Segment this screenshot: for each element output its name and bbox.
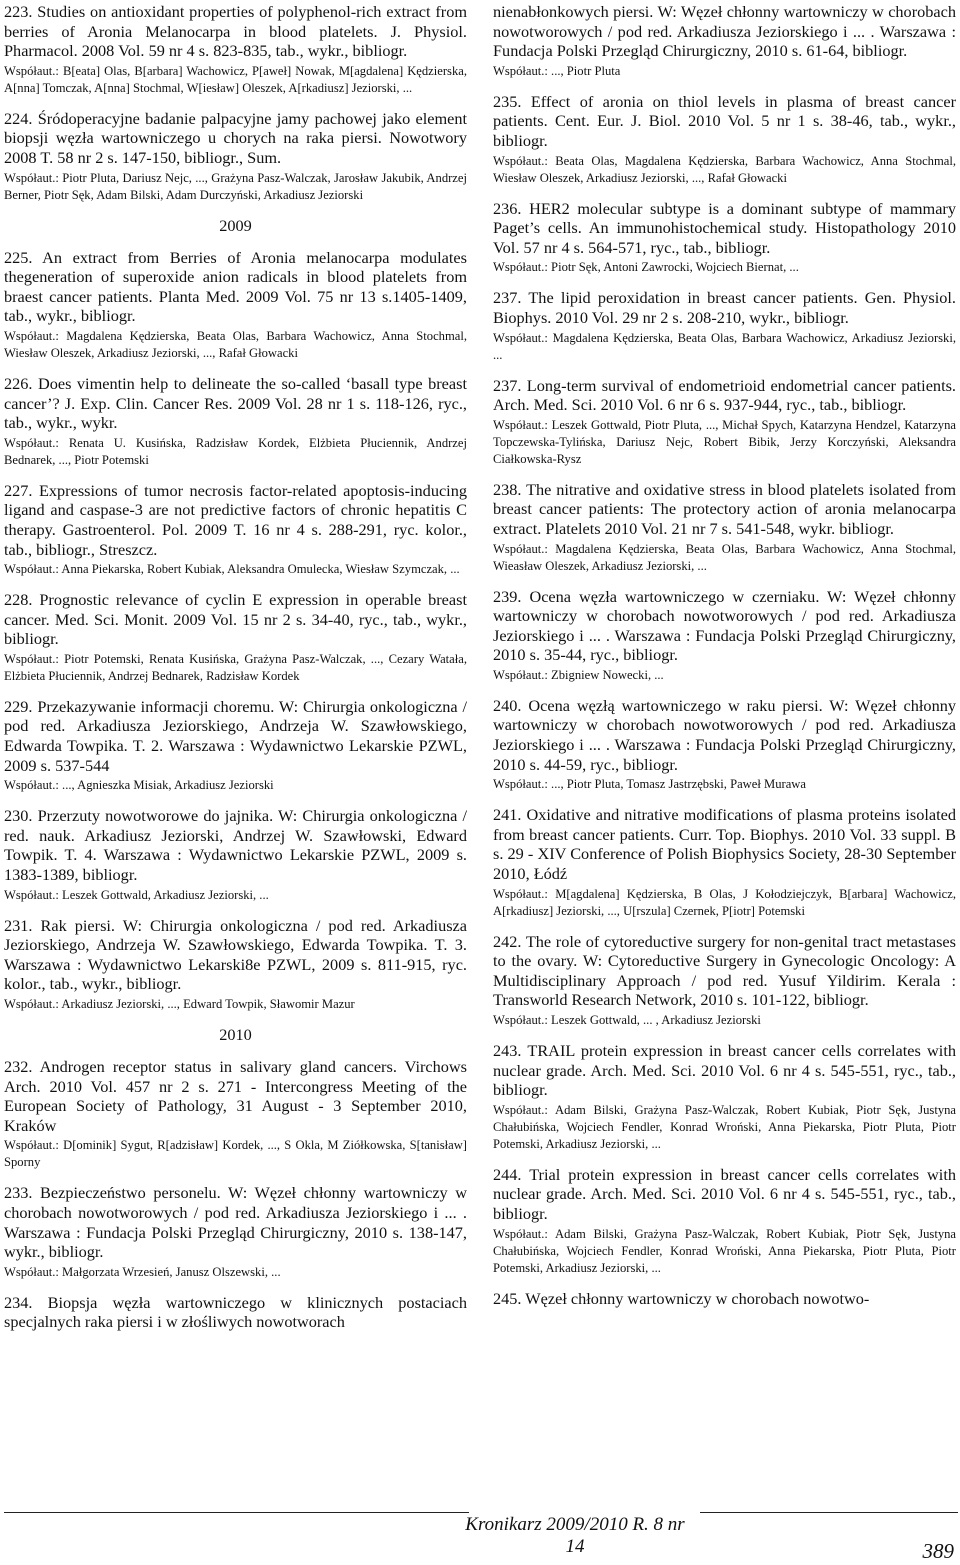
bibliography-entry bbox=[4, 1293, 467, 1332]
entry-citation: 238. The nitrative and oxidative stress in blood platelets isolated from breast cancer patients: The protectory action of aronia melanocarpa extract. Platelets 2010 Vol. 21 nr 7 s. 541-548, wykr. bibliogr. bbox=[493, 479, 956, 538]
entry-coauthors: Współaut.: Zbigniew Nowecki, ... bbox=[493, 667, 664, 682]
left-column bbox=[4, 2, 467, 1344]
entry-citation: 230. Przerzuty nowotworowe do jajnika. W: Chirurgia onkologiczna / red. nauk. Arkadiusz Jeziorski, Andrzej W. Szawłowski, Edward Towpik. T. 4. Warszawa : Wydawnictwo Lekarskie PZWL, 2009 s. 1383-1389, bibliogr. bbox=[4, 806, 467, 885]
entry-coauthors: Współaut.: B[eata] Olas, B[arbara] Wachowicz, P[aweł] Nowak, M[agdalena] Kędzierska, A[nna] Tomczak, A[nna] Stochmal, W[iesław] Oleszek, A[rkadiusz] Jeziorski, ... bbox=[4, 63, 467, 95]
entry-citation: 235. Effect of aronia on thiol levels in plasma of breast cancer patients. Cent. Eur. J. Biol. 2010 Vol. 5 nr 1 s. 38-46, tab., wykr., bibliogr. bbox=[493, 91, 956, 150]
entry-coauthors: Współaut.: Arkadiusz Jeziorski, ..., Edward Towpik, Sławomir Mazur bbox=[4, 997, 355, 1011]
bibliography-entry bbox=[493, 587, 956, 684]
entry-citation: 227. Expressions of tumor necrosis factor-related apoptosis-inducing ligand and caspase-3 are not predictive factors of chronic hepatitis C therapy. Gastroenterol. Pol. 2009 T. 16 nr 4 s. 288-291, ryc. kolor., tab., bibliogr., Streszcz. bbox=[4, 480, 467, 559]
bibliography-entry bbox=[493, 376, 956, 468]
footer-title: Kronikarz 2009/2010 R. 8 nr 14 bbox=[465, 1514, 685, 1557]
entry-citation: 245. Węzeł chłonny wartowniczy w chorobach nowotwo- bbox=[493, 1288, 870, 1308]
bibliography-entry bbox=[493, 1165, 956, 1277]
entry-citation: 226. Does vimentin help to delineate the so-called ‘basall type breast cancer’? J. Exp. Clin. Cancer Res. 2009 Vol. 28 nr 1 s. 118-126, ryc., tab., wykr., wykr. bbox=[4, 373, 467, 433]
entry-coauthors: Współaut.: Piotr Sęk, Antoni Zawrocki, Wojciech Biernat, ... bbox=[493, 260, 799, 275]
entry-citation: 225. An extract from Berries of Aronia melanocarpa modulates thegeneration of superoxide anion radicals in blood platelets from braest cancer patients. Planta Med. 2009 Vol. 75 nr 13 s.1405-1409, tab., wykr., bibliogr. bbox=[4, 247, 467, 326]
entry-coauthors: Współaut.: Piotr Pluta, Dariusz Nejc, ..., Grażyna Pasz-Walczak, Jarosław Jakubik, Andrzej Berner, Piotr Sęk, Adam Bilski, Adam Durczyński, Arkadiusz Jeziorski bbox=[4, 170, 467, 202]
footer-rule-left bbox=[4, 1512, 469, 1513]
entry-coauthors: Współaut.: Leszek Gottwald, Piotr Pluta, ..., Michał Spych, Katarzyna Hendzel, Katarzyna Topczewska-Tylińska, Dariusz Nejc, Robert Bibik, Jerzy Korczyński, Aleksandra Ciałkowska-Rysz bbox=[493, 417, 956, 466]
year-heading: 2010 bbox=[219, 1025, 252, 1044]
entry-citation: 243. TRAIL protein expression in breast cancer cells correlates with nuclear grade. Arch. Med. Sci. 2010 Vol. 6 nr 4 s. 545-551, ryc., tab., bibliogr. bbox=[493, 1041, 956, 1100]
bibliography-entry bbox=[493, 805, 956, 919]
bibliography-entry bbox=[4, 109, 467, 204]
entry-coauthors: Współaut.: Piotr Potemski, Renata Kusińska, Grażyna Pasz-Walczak, ..., Cezary Watała, Elżbieta Płuciennik, Andrzej Bednarek, Radzisław Kordek bbox=[4, 651, 467, 683]
entry-coauthors: Współaut.: Adam Bilski, Grażyna Pasz-Walczak, Robert Kubiak, Piotr Sęk, Justyna Chałubińska, Wojciech Fendler, Konrad Wroński, Anna Piekarska, Piotr Pluta, Piotr Potemski, Arkadiusz Jeziorski, ... bbox=[493, 1102, 956, 1151]
bibliography-entry bbox=[4, 481, 467, 578]
bibliography-entry bbox=[4, 697, 467, 794]
entry-coauthors: Współaut.: Małgorzata Wrzesień, Janusz Olszewski, ... bbox=[4, 1264, 281, 1279]
entry-coauthors: Współaut.: Adam Bilski, Grażyna Pasz-Walczak, Robert Kubiak, Piotr Sęk, Justyna Chałubińska, Wojciech Fendler, Konrad Wroński, Anna Piekarska, Piotr Pluta, Piotr Potemski, Arkadiusz Jeziorski, ... bbox=[493, 1226, 956, 1275]
right-column bbox=[493, 2, 956, 1320]
entry-coauthors: Współaut.: Magdalena Kędzierska, Beata Olas, Barbara Wachowicz, Arkadiusz Jeziorski, ... bbox=[493, 330, 956, 362]
entry-citation: 234. Biopsja węzła wartowniczego w klinicznych postaciach specjalnych raka piersi i w złośliwych nowotworach bbox=[4, 1292, 467, 1332]
footer-rule-right bbox=[700, 1512, 958, 1513]
entry-citation: 229. Przekazywanie informacji choremu. W: Chirurgia onkologiczna / pod red. Arkadiusza Jeziorskiego, Andrzeja W. Szawłowskiego, Edwarda Towpika. T. 2. Warszawa : Wydawnictwo Lekarskie PZWL, 2009 s. 537-544 bbox=[4, 696, 467, 775]
bibliography-entry bbox=[493, 480, 956, 575]
bibliography-entry bbox=[4, 374, 467, 469]
bibliography-entry bbox=[493, 92, 956, 187]
entry-coauthors: Współaut.: D[ominik] Sygut, R[adzisław] Kordek, ..., S Okla, M Ziółkowska, S[tanisław] Sporny bbox=[4, 1138, 467, 1170]
entry-citation: 232. Androgen receptor status in salivary gland cancers. Virchows Arch. 2010 Vol. 457 nr 2 s. 271 - Intercongress Meeting of the European Society of Pathology, 31 August - 3 September 2010, Kraków bbox=[4, 1057, 467, 1135]
entry-coauthors: Współaut.: Leszek Gottwald, ... , Arkadiusz Jeziorski bbox=[493, 1013, 761, 1027]
entry-coauthors: Współaut.: Magdalena Kędzierska, Beata Olas, Barbara Wachowicz, Anna Stochmal, Wieasław Oleszek, Arkadiusz Jeziorski, ... bbox=[493, 541, 956, 573]
entry-coauthors: Współaut.: Leszek Gottwald, Arkadiusz Jeziorski, ... bbox=[4, 887, 269, 902]
entry-coauthors: Współaut.: ..., Piotr Pluta, Tomasz Jastrzębski, Paweł Murawa bbox=[493, 777, 806, 792]
entry-coauthors: Współaut.: Beata Olas, Magdalena Kędzierska, Barbara Wachowicz, Anna Stochmal, Wiesław Oleszek, Arkadiusz Jeziorski, ..., Rafał Głowacki bbox=[493, 153, 956, 185]
entry-citation: 228. Prognostic relevance of cyclin E expression in operable breast cancer. Med. Sci. Monit. 2009 Vol. 15 nr 2 s. 34-40, ryc., tab., wykr., bibliogr. bbox=[4, 590, 467, 649]
year-heading: 2009 bbox=[219, 215, 252, 235]
entry-citation: 244. Trial protein expression in breast cancer cells correlates with nuclear grade. Arch. Med. Sci. 2010 Vol. 6 nr 4 s. 545-551, ryc., tab., bibliogr. bbox=[493, 1164, 956, 1223]
bibliography-entry bbox=[4, 1057, 467, 1171]
entry-citation: 233. Bezpieczeństwo personelu. W: Węzeł chłonny wartowniczy w chorobach nowotworowych / pod red. Arkadiusza Jeziorskiego i ... . Warszawa : Fundacja Polski Przegląd Chirurgiczny, 2010 s. 138-147, wykr., bibliogr. bbox=[4, 1183, 467, 1262]
entry-coauthors: Współaut.: Anna Piekarska, Robert Kubiak, Aleksandra Omulecka, Wiesław Szymczak, ... bbox=[4, 562, 460, 577]
bibliography-entry bbox=[4, 248, 467, 362]
entry-coauthors: Współaut.: Magdalena Kędzierska, Beata Olas, Barbara Wachowicz, Anna Stochmal, Wiesław Oleszek, Arkadiusz Jeziorski, ..., Rafał Głowacki bbox=[4, 328, 467, 360]
entry-citation: 237. The lipid peroxidation in breast cancer patients. Gen. Physiol. Biophys. 2010 Vol. 29 nr 2 s. 208-210, wykr., bibliogr. bbox=[493, 288, 956, 327]
bibliography-entry bbox=[4, 806, 467, 903]
bibliography-entry bbox=[493, 288, 956, 363]
bibliography-entry bbox=[493, 199, 956, 277]
entry-citation: 241. Oxidative and nitrative modifications of plasma proteins isolated from breast cancer patients. Curr. Top. Biophys. 2010 Vol. 33 suppl. B s. 29 - XIV Conference of Polish Biophysics Society, 28-30 September 2010, Łódź bbox=[493, 805, 956, 884]
bibliography-entry bbox=[493, 2, 956, 80]
entry-citation: 231. Rak piersi. W: Chirurgia onkologiczna / pod red. Arkadiusza Jeziorskiego, Andrzeja W. Szawłowskiego, Edwarda Towpika. T. 3. Warszawa : Wydawnictwo Lekarski8e PZWL, 2009 s. 811-915, ryc. kolor., tab., wykr., bibliogr. bbox=[4, 915, 467, 994]
bibliography-entry bbox=[4, 1183, 467, 1280]
entry-citation: 240. Ocena węzłą wartowniczego w raku piersi. W: Węzeł chłonny wartowniczy w chorobach nowotworowych / pod red. Arkadiusza Jeziorskiego i ... . Warszawa : Fundacja Polski Przegląd Chirurgiczny, 2010 s. 44-59, ryc., bibliogr. bbox=[493, 695, 956, 774]
bibliography-entry bbox=[4, 2, 467, 97]
bibliography-entry bbox=[4, 916, 467, 1013]
entry-coauthors: Współaut.: Renata U. Kusińska, Radzisław Kordek, Elżbieta Płuciennik, Andrzej Bednarek, ..., Piotr Potemski bbox=[4, 435, 467, 467]
entry-citation: 239. Ocena węzła wartowniczego w czerniaku. W: Węzeł chłonny wartowniczy w chorobach nowotworowych / pod red. Arkadiusza Jeziorskiego i ... . Warszawa : Fundacja Polski Przegląd Chirurgiczny, 2010 s. 35-44, ryc., bibliogr. bbox=[493, 586, 956, 665]
entry-citation: nienabłonkowych piersi. W: Węzeł chłonny wartowniczy w chorobach nowotworowych / pod red. Arkadiusza Jeziorskiego i ... . Warszawa : Fundacja Polski Przegląd Chirurgiczny, 2010 s. 61-64, bibliogr. bbox=[493, 2, 956, 61]
bibliography-entry bbox=[493, 696, 956, 793]
entry-coauthors: Współaut.: ..., Agnieszka Misiak, Arkadiusz Jeziorski bbox=[4, 778, 274, 793]
bibliography-entry bbox=[493, 1289, 956, 1309]
entry-citation: 242. The role of cytoreductive surgery for non-genital tract metastases to the ovary. W: Cytoreductive Surgery in Gynecologic Oncology: A Multidisciplinary Approach / pod red. Yusuf Yildirim. Kerala : Transworld Research Network, 2010 s. 101-122, bibliogr. bbox=[493, 931, 956, 1010]
entry-citation: 223. Studies on antioxidant properties of polyphenol-rich extract from berries of Aronia Melanocarpa in blood platelets. J. Physiol. Pharmacol. 2008 Vol. 59 nr 4 s. 823-835, tab., wykr., bibliogr. bbox=[4, 2, 467, 61]
bibliography-entry bbox=[493, 932, 956, 1029]
page-number: 389 bbox=[922, 1539, 954, 1563]
entry-citation: 224. Śródoperacyjne badanie palpacyjne jamy pachowej jako element biopsji węzła wartowniczego u chorych na raka piersi. Nowotwory 2008 T. 58 nr 2 s. 147-150, bibliogr., Sum. bbox=[4, 108, 467, 167]
entry-coauthors: Współaut.: M[agdalena] Kędzierska, B Olas, J Kołodziejczyk, B[arbara] Wachowicz, A[rkadiusz] Jeziorski, ..., U[rszula] Czernek, P[iotr] Potemski bbox=[493, 886, 956, 918]
entry-citation: 236. HER2 molecular subtype is a dominant subtype of mammary Paget’s cells. An immunohistochemical study. Histopathology 2010 Vol. 57 nr 4 s. 564-571, ryc., tab., bibliogr. bbox=[493, 198, 956, 257]
entry-citation: 237. Long-term survival of endometrioid endometrial cancer patients. Arch. Med. Sci. 2010 Vol. 6 nr 6 s. 937-944, ryc., tab., bibliogr. bbox=[493, 375, 956, 415]
bibliography-entry bbox=[4, 590, 467, 685]
bibliography-entry bbox=[493, 1041, 956, 1153]
entry-coauthors: Współaut.: ..., Piotr Pluta bbox=[493, 63, 621, 78]
